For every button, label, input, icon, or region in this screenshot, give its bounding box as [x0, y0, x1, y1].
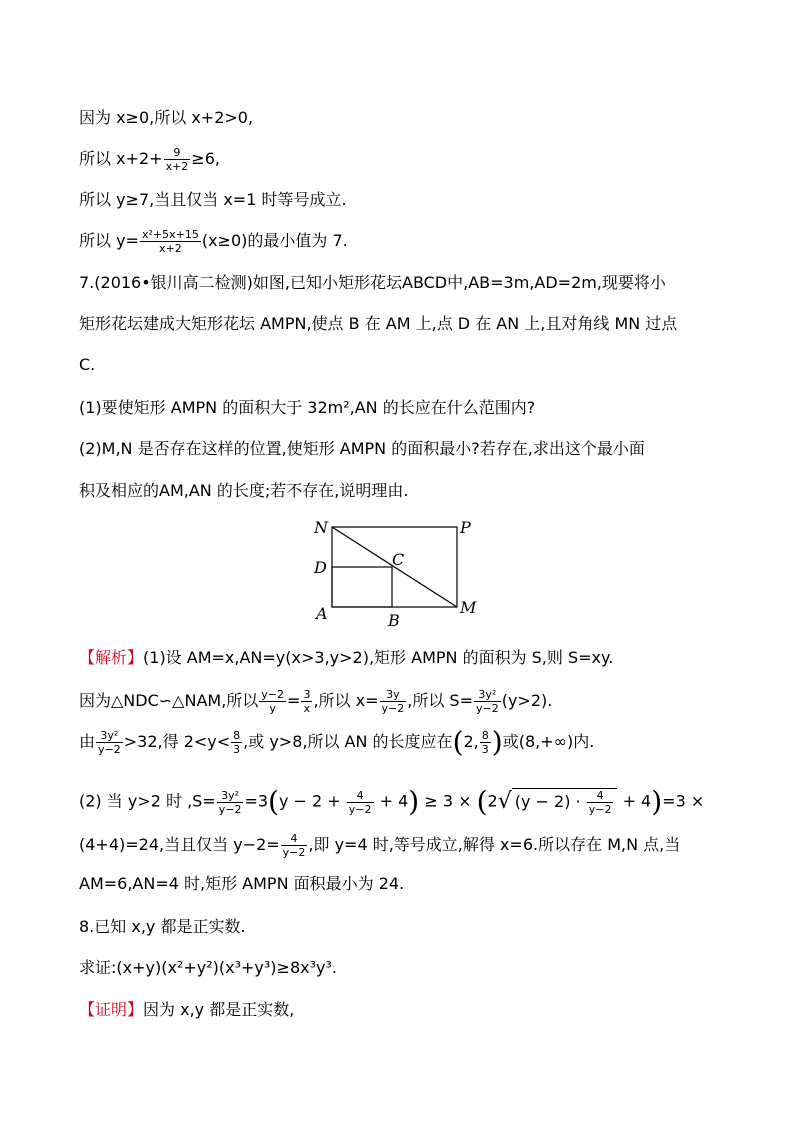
solution-line-1	[79, 648, 613, 668]
fraction	[217, 789, 244, 816]
left-paren: (	[268, 785, 279, 818]
denominator: y	[269, 702, 276, 715]
text: 所以 x+2+	[79, 149, 163, 168]
numerator: 8	[233, 729, 241, 742]
analysis-tag: 【解析】	[79, 648, 144, 667]
text: (1)设 AM=x,AN=y(x>3,y>2),矩形 AMPN 的面积为 S,则 S=xy.	[143, 648, 614, 667]
text: 因为△NDC∽△NAM,所以	[79, 691, 259, 710]
text: >32,得 2<y<	[123, 732, 231, 751]
fraction	[96, 729, 123, 756]
line-4	[79, 228, 348, 255]
rectangle-figure	[300, 512, 500, 632]
denominator: 3	[233, 743, 241, 756]
text: (4+4)=24,当且仅当 y−2=	[79, 835, 280, 854]
right-paren: )	[408, 785, 420, 818]
question-8-line-1: 8.已知 x,y 都是正实数.	[79, 917, 246, 936]
text: ,即 y=4 时,等号成立,解得 x=6.所以存在 M,N 点,当	[308, 835, 681, 854]
denominator: y−2	[381, 702, 405, 715]
solution-line-6: AM=6,AN=4 时,矩形 AMPN 面积最小为 24.	[79, 874, 405, 893]
left-paren: (	[452, 725, 464, 759]
label-D: D	[314, 558, 327, 577]
text: 或(8,+∞)内.	[502, 732, 595, 751]
text: ≥ 3 ×	[424, 791, 472, 811]
sqrt-content	[512, 788, 618, 816]
text: 2	[487, 791, 498, 811]
question-7-line-2: 矩形花坛建成大矩形花坛 AMPN,使点 B 在 AM 上,点 D 在 AN 上,且对角线 MN 过点	[79, 314, 678, 333]
label-C: C	[392, 550, 405, 569]
text: (2) 当 y>2 时 ,S=	[79, 791, 216, 811]
numerator: 3y	[380, 688, 407, 702]
text: =3	[244, 791, 269, 811]
numerator: x²+5x+15	[141, 228, 199, 241]
numerator: 4	[347, 789, 374, 803]
line-1: 因为 x≥0,所以 x+2>0,	[79, 108, 254, 127]
fraction	[301, 688, 312, 715]
numerator: 3y²	[474, 688, 501, 702]
question-8-line-2: 求证:(x+y)(x²+y²)(x³+y³)≥8x³y³.	[79, 958, 337, 977]
left-paren: (	[476, 785, 488, 818]
denominator: y−2	[475, 702, 499, 715]
text: + 4	[622, 791, 652, 811]
denominator: y−2	[218, 802, 242, 816]
text: =	[287, 691, 301, 710]
right-paren: )	[651, 785, 663, 818]
interval-start: 2,	[463, 732, 479, 751]
text: (y>2).	[501, 691, 553, 710]
text: 所以 y=	[79, 231, 139, 250]
denominator: y−2	[282, 846, 306, 859]
text: ,所以 S=	[407, 691, 473, 710]
solution-line-5	[79, 832, 680, 859]
fraction	[281, 832, 308, 859]
label-N: N	[314, 518, 328, 537]
text: (y − 2) ·	[514, 792, 581, 811]
denominator: y−2	[588, 803, 612, 816]
text: 由	[79, 732, 96, 751]
sqrt-sign: √	[497, 789, 512, 814]
denominator: y−2	[348, 802, 372, 816]
label-B: B	[388, 611, 400, 630]
text: 因为 x,y 都是正实数,	[143, 1000, 295, 1019]
denominator: 3	[481, 743, 489, 756]
rect-ABCD	[332, 567, 392, 607]
line-2	[79, 146, 220, 173]
numerator: 4	[281, 832, 308, 846]
label-M: M	[460, 598, 477, 617]
text: =3 ×	[662, 791, 705, 811]
label-P: P	[460, 518, 471, 537]
fraction	[140, 228, 201, 255]
denominator: x	[303, 702, 311, 715]
numerator: 3y²	[217, 789, 244, 803]
fraction	[480, 729, 491, 756]
numerator: 3	[303, 688, 311, 701]
denominator: y−2	[98, 743, 121, 756]
fraction	[474, 688, 501, 715]
numerator: 8	[481, 729, 489, 742]
text: (x≥0)的最小值为 7.	[201, 231, 348, 250]
question-7-part-2: (2)M,N 是否存在这样的位置,使矩形 AMPN 的面积最小?若存在,求出这个最小面	[79, 439, 645, 458]
solution-line-2	[79, 688, 552, 715]
text: ≥6,	[191, 149, 220, 168]
proof-tag: 【证明】	[79, 1000, 144, 1019]
numerator: 9	[164, 146, 191, 160]
text: ,所以 x=	[313, 691, 379, 710]
numerator: 3y²	[96, 729, 123, 743]
proof-line-1	[79, 1000, 294, 1020]
numerator: y−2	[261, 688, 285, 701]
denominator: x+2	[159, 242, 182, 255]
question-7-line-1: 7.(2016•银川高二检测)如图,已知小矩形花坛ABCD中,AB=3m,AD=2m,现要将小	[79, 273, 666, 292]
fraction	[259, 688, 286, 715]
fraction	[380, 688, 407, 715]
fraction	[587, 789, 614, 816]
question-7-line-3: C.	[79, 355, 96, 374]
text: y − 2 +	[278, 791, 341, 811]
fraction	[231, 729, 242, 756]
text: + 4	[379, 791, 409, 811]
solution-line-3	[79, 725, 595, 759]
denominator: x+2	[165, 160, 189, 173]
solution-line-4	[79, 785, 705, 818]
label-A: A	[316, 604, 328, 623]
numerator: 4	[587, 789, 614, 803]
fraction	[347, 789, 374, 816]
question-7-part-1: (1)要使矩形 AMPN 的面积大于 32m²,AN 的长应在什么范围内?	[79, 398, 536, 417]
question-7-line-6: 积及相应的AM,AN 的长度;若不存在,说明理由.	[79, 481, 409, 500]
line-3: 所以 y≥7,当且仅当 x=1 时等号成立.	[79, 190, 347, 209]
text: ,或 y>8,所以 AN 的长度应在	[243, 732, 453, 751]
fraction	[164, 146, 191, 173]
right-paren: )	[491, 725, 503, 759]
